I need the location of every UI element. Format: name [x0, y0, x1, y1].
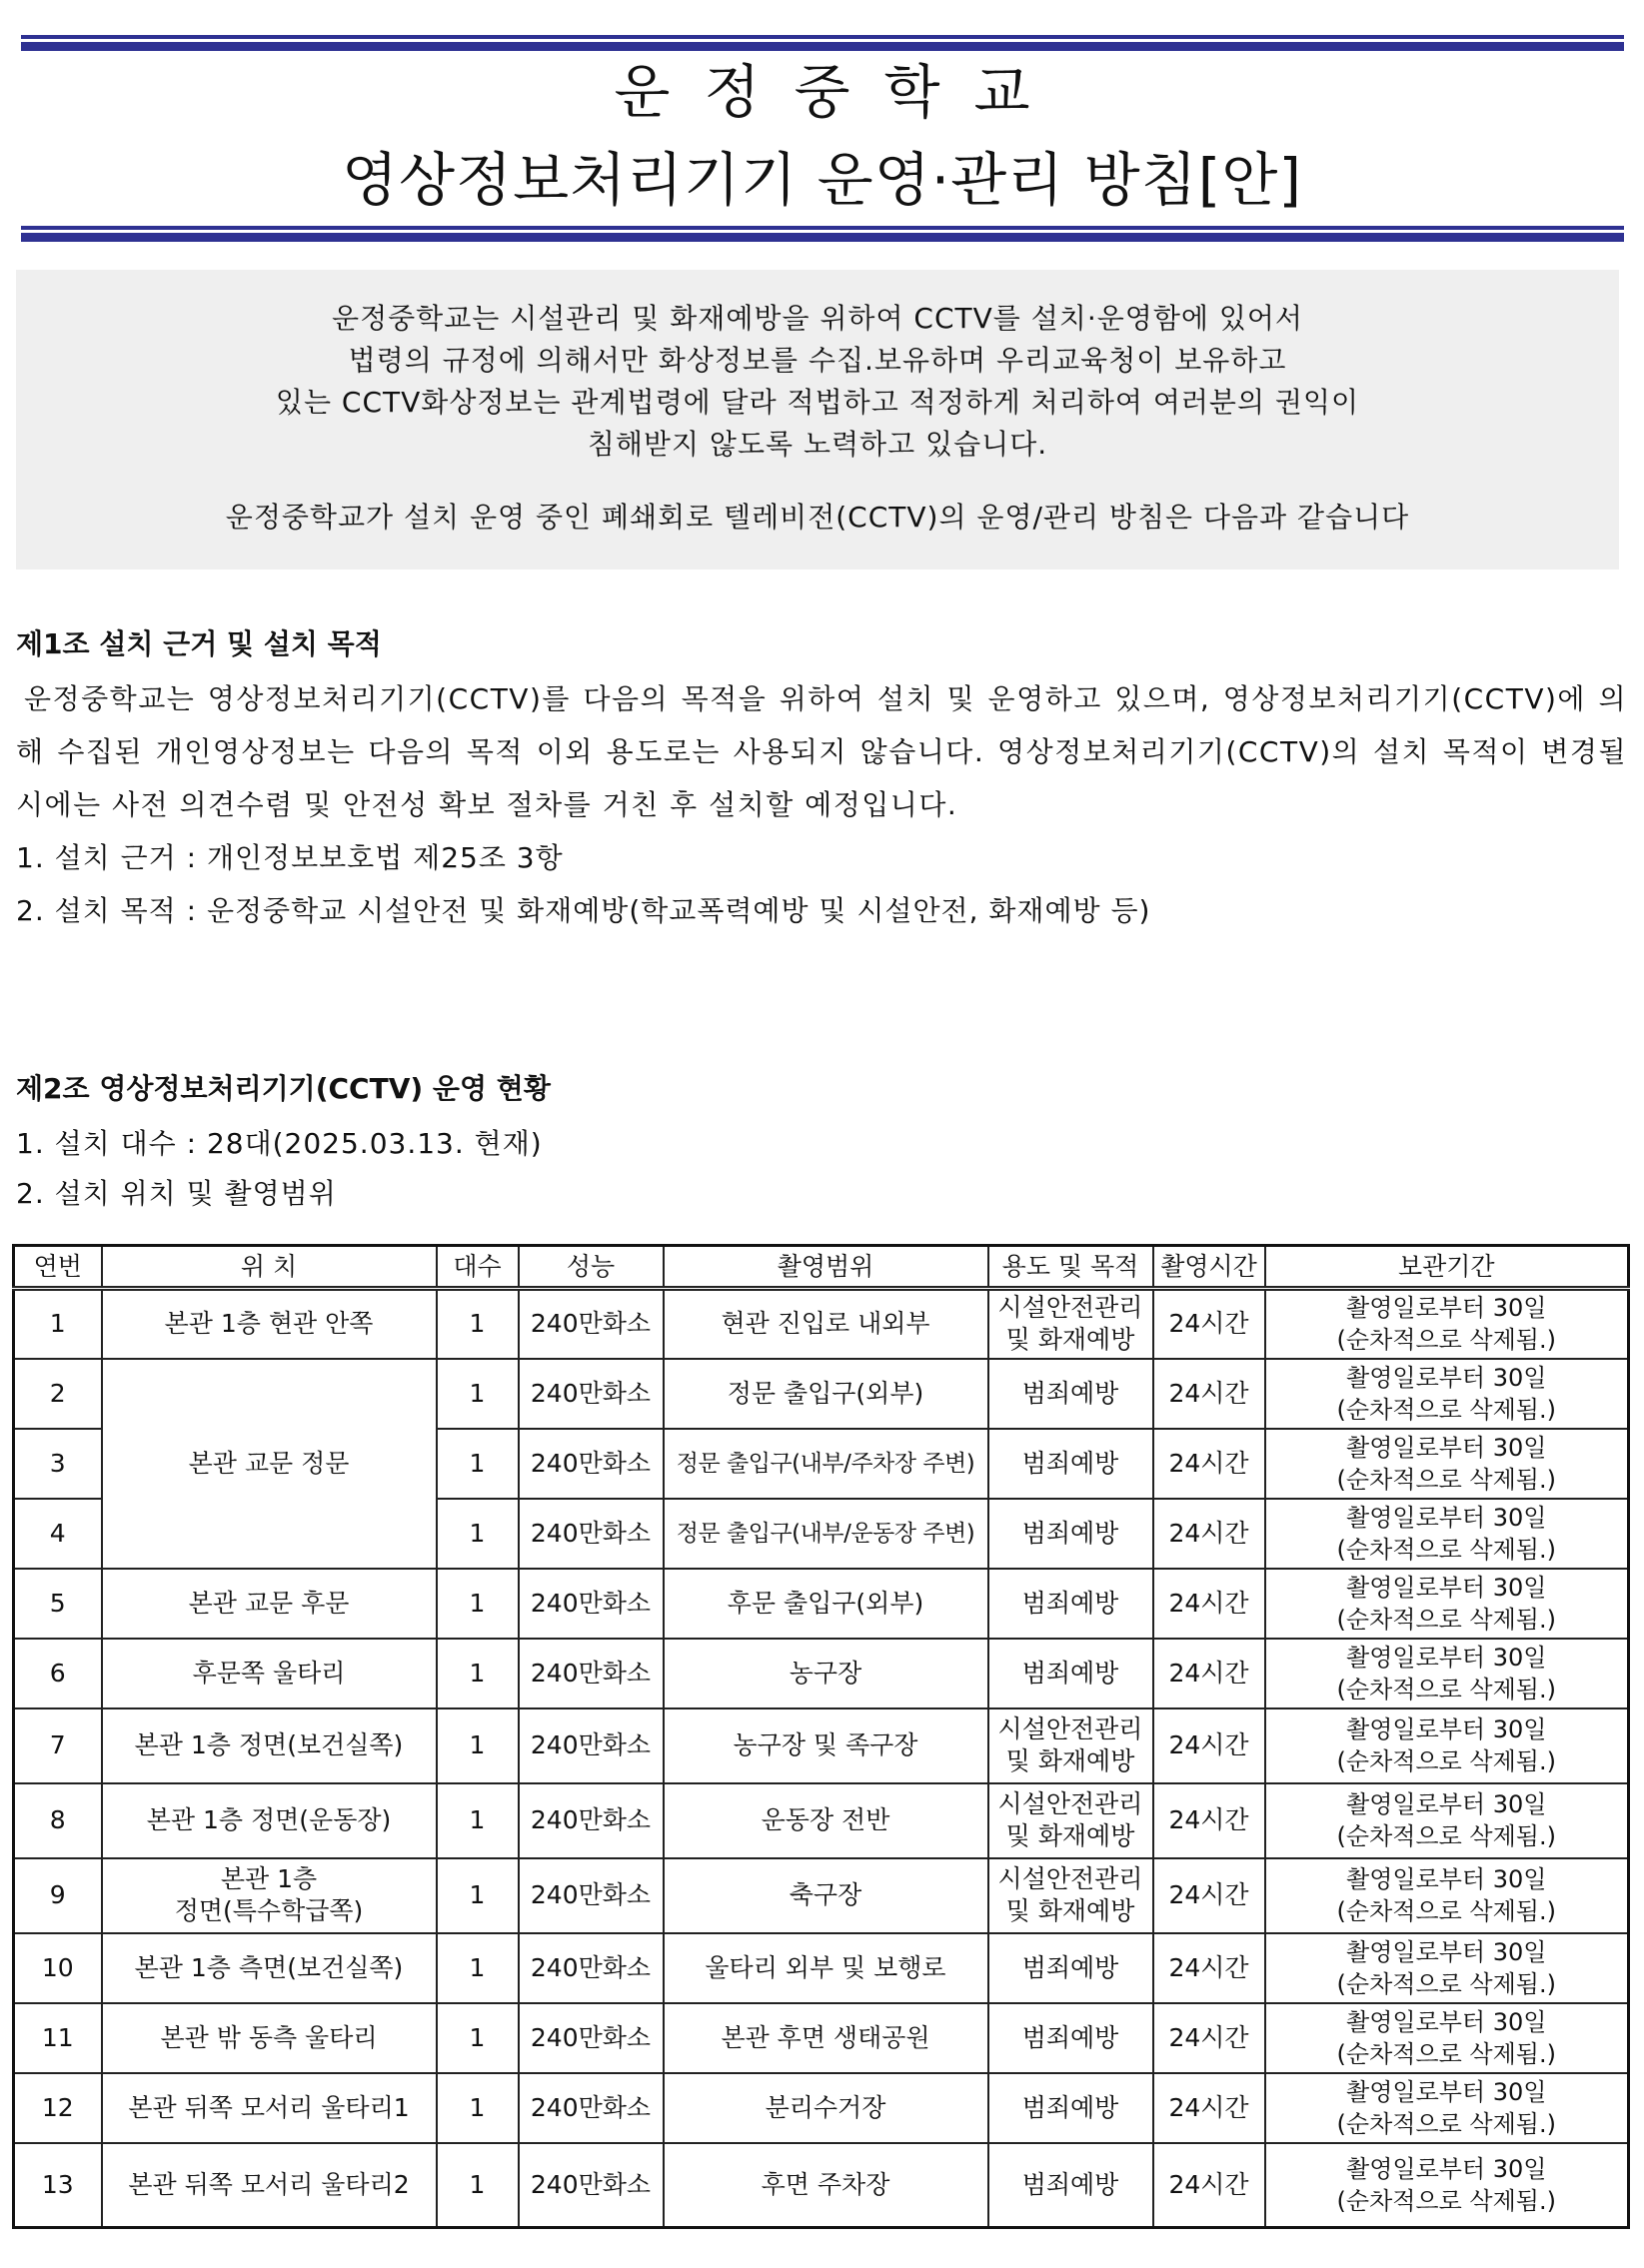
table-row	[14, 1708, 1629, 1783]
cell-spec: 240만화소	[519, 1933, 664, 2003]
cell-count: 1	[437, 1708, 519, 1783]
cell-purpose: 범죄예방	[988, 1569, 1153, 1639]
article-2-item: 2. 설치 위치 및 촬영범위	[16, 1177, 337, 1210]
cell-spec: 240만화소	[519, 2073, 664, 2143]
cell-location: 본관 교문 후문	[102, 1569, 437, 1639]
intro-paragraph-2: 운정중학교가 설치 운영 중인 폐쇄회로 텔레비전(CCTV)의 운영/관리 방침은 다음과 같습니다	[225, 501, 1410, 534]
article-1	[16, 624, 1627, 937]
cell-retention	[1265, 2003, 1629, 2073]
retention-line: (순차적으로 삭제됨.)	[1336, 1675, 1556, 1703]
article-1-item: 1. 설치 근거 : 개인정보보호법 제25조 3항	[16, 841, 564, 874]
cell-retention	[1265, 1429, 1629, 1499]
cell-spec: 240만화소	[519, 2003, 664, 2073]
retention-line: 촬영일로부터 30일	[1346, 1363, 1547, 1392]
intro-paragraph-1	[16, 298, 1619, 466]
article-2-item: 1. 설치 대수 : 28대(2025.03.13. 현재)	[16, 1127, 543, 1160]
cell-hours: 24시간	[1153, 1783, 1265, 1858]
cell-hours: 24시간	[1153, 2003, 1265, 2073]
article-2-heading: 제2조 영상정보처리기기(CCTV) 운영 현황	[16, 1072, 551, 1105]
cell-hours: 24시간	[1153, 1429, 1265, 1499]
article-2	[16, 1069, 1627, 1219]
intro-line: 법령의 규정에 의해서만 화상정보를 수집.보유하며 우리교육청이 보유하고	[348, 344, 1287, 377]
retention-line: 촬영일로부터 30일	[1346, 1790, 1547, 1818]
cell-spec: 240만화소	[519, 1858, 664, 1933]
cell-range: 분리수거장	[664, 2073, 988, 2143]
cell-retention	[1265, 1359, 1629, 1429]
cell-hours: 24시간	[1153, 2143, 1265, 2228]
cell-count: 1	[437, 2073, 519, 2143]
cell-range: 축구장	[664, 1858, 988, 1933]
article-1-heading: 제1조 설치 근거 및 설치 목적	[16, 627, 382, 660]
table-row	[14, 1933, 1629, 2003]
cell-count: 1	[437, 1639, 519, 1708]
article-1-item: 2. 설치 목적 : 운정중학교 시설안전 및 화재예방(학교폭력예방 및 시설안전, 화재예방 등)	[16, 894, 1151, 927]
retention-line: (순차적으로 삭제됨.)	[1336, 1395, 1556, 1424]
intro-notice-box	[16, 270, 1619, 569]
cell-purpose	[988, 1708, 1153, 1783]
cell-no: 5	[14, 1569, 102, 1639]
cell-no: 9	[14, 1858, 102, 1933]
cell-purpose: 범죄예방	[988, 2073, 1153, 2143]
cell-spec: 240만화소	[519, 1429, 664, 1499]
col-header-location: 위 치	[102, 1246, 437, 1289]
cell-retention	[1265, 1933, 1629, 2003]
cell-count: 1	[437, 1429, 519, 1499]
table-header-row	[14, 1246, 1629, 1289]
col-header-hours: 촬영시간	[1153, 1246, 1265, 1289]
policy-title: 영상정보처리기기 운영·관리 방침[안]	[342, 146, 1302, 214]
location-line: 정면(특수학급쪽)	[174, 1896, 364, 1925]
purpose-line: 및 화재예방	[1005, 1896, 1135, 1925]
cell-range: 정문 출입구(내부/주차장 주변)	[664, 1429, 988, 1499]
cell-retention	[1265, 1499, 1629, 1569]
cell-count: 1	[437, 2003, 519, 2073]
retention-line: 촬영일로부터 30일	[1346, 1503, 1547, 1532]
retention-line: (순차적으로 삭제됨.)	[1336, 1822, 1556, 1850]
cell-retention	[1265, 1783, 1629, 1858]
article-1-body: 운정중학교는 영상정보처리기기(CCTV)를 다음의 목적을 위하여 설치 및 운영하고 있으며, 영상정보처리기기(CCTV)에 의해 수집된 개인영상정보는 다음의 목적 이외 용도로는 사용되지 않습니다. 영상정보처리기기(CCTV)의 설치 목적이 변경될 시에는 사전 의견수렴 및 안전성 확보 절차를 거친 후 설치할 예정입니다.	[16, 682, 1627, 821]
intro-line: 침해받지 않도록 노력하고 있습니다.	[587, 428, 1048, 461]
cell-spec: 240만화소	[519, 1289, 664, 1359]
cell-range: 본관 후면 생태공원	[664, 2003, 988, 2073]
cell-count: 1	[437, 1499, 519, 1569]
col-header-spec: 성능	[519, 1246, 664, 1289]
cell-location: 본관 1층 정면(운동장)	[102, 1783, 437, 1858]
cell-count: 1	[437, 1933, 519, 2003]
cell-retention	[1265, 1569, 1629, 1639]
cell-spec: 240만화소	[519, 1783, 664, 1858]
cell-spec: 240만화소	[519, 1569, 664, 1639]
cell-purpose: 범죄예방	[988, 1499, 1153, 1569]
cell-range: 농구장 및 족구장	[664, 1708, 988, 1783]
cell-no: 1	[14, 1289, 102, 1359]
cell-purpose: 범죄예방	[988, 2003, 1153, 2073]
retention-line: (순차적으로 삭제됨.)	[1336, 1747, 1556, 1775]
retention-line: (순차적으로 삭제됨.)	[1336, 1897, 1556, 1925]
col-header-count: 대수	[437, 1246, 519, 1289]
cell-hours: 24시간	[1153, 1359, 1265, 1429]
purpose-line: 및 화재예방	[1005, 1821, 1135, 1850]
cell-no: 11	[14, 2003, 102, 2073]
cell-count: 1	[437, 1783, 519, 1858]
table-row	[14, 1639, 1629, 1708]
cell-count: 1	[437, 1359, 519, 1429]
cell-location: 본관 1층 측면(보건실쪽)	[102, 1933, 437, 2003]
retention-line: (순차적으로 삭제됨.)	[1336, 1605, 1556, 1634]
cell-no: 13	[14, 2143, 102, 2228]
purpose-line: 시설안전관리	[997, 1714, 1143, 1743]
cell-no: 10	[14, 1933, 102, 2003]
cell-retention	[1265, 1289, 1629, 1359]
cell-hours: 24시간	[1153, 2073, 1265, 2143]
cell-hours: 24시간	[1153, 1499, 1265, 1569]
cell-no: 4	[14, 1499, 102, 1569]
col-header-purpose: 용도 및 목적	[988, 1246, 1153, 1289]
table-row	[14, 1569, 1629, 1639]
cell-range: 현관 진입로 내외부	[664, 1289, 988, 1359]
cell-hours: 24시간	[1153, 1858, 1265, 1933]
cell-hours: 24시간	[1153, 1639, 1265, 1708]
retention-line: 촬영일로부터 30일	[1346, 1937, 1547, 1966]
cell-purpose: 범죄예방	[988, 1429, 1153, 1499]
cell-count: 1	[437, 2143, 519, 2228]
cell-location: 본관 뒤쪽 모서리 울타리2	[102, 2143, 437, 2228]
cell-no: 3	[14, 1429, 102, 1499]
cell-retention	[1265, 2143, 1629, 2228]
cell-purpose: 범죄예방	[988, 1359, 1153, 1429]
cell-purpose	[988, 1289, 1153, 1359]
purpose-line: 시설안전관리	[997, 1789, 1143, 1818]
cell-spec: 240만화소	[519, 2143, 664, 2228]
cell-spec: 240만화소	[519, 1639, 664, 1708]
cell-no: 12	[14, 2073, 102, 2143]
table-row	[14, 1289, 1629, 1359]
cell-range: 정문 출입구(외부)	[664, 1359, 988, 1429]
cell-hours: 24시간	[1153, 1569, 1265, 1639]
header-top-rule	[21, 35, 1624, 51]
retention-line: 촬영일로부터 30일	[1346, 2154, 1547, 2183]
cctv-installation-table	[12, 1244, 1630, 2229]
col-header-no: 연번	[14, 1246, 102, 1289]
retention-line: (순차적으로 삭제됨.)	[1336, 2186, 1556, 2215]
purpose-line: 시설안전관리	[997, 1864, 1143, 1893]
cell-location: 본관 1층 현관 안쪽	[102, 1289, 437, 1359]
cell-location: 본관 교문 정문	[102, 1359, 437, 1569]
retention-line: 촬영일로부터 30일	[1346, 1715, 1547, 1743]
purpose-line: 및 화재예방	[1005, 1746, 1135, 1775]
retention-line: (순차적으로 삭제됨.)	[1336, 1969, 1556, 1998]
cell-retention	[1265, 1639, 1629, 1708]
col-header-range: 촬영범위	[664, 1246, 988, 1289]
retention-line: (순차적으로 삭제됨.)	[1336, 2039, 1556, 2068]
cell-range: 후문 출입구(외부)	[664, 1569, 988, 1639]
cell-location	[102, 1858, 437, 1933]
table-row	[14, 1858, 1629, 1933]
header-bottom-rule	[21, 226, 1624, 242]
retention-line: 촬영일로부터 30일	[1346, 2077, 1547, 2106]
table-row	[14, 1783, 1629, 1858]
cell-count: 1	[437, 1858, 519, 1933]
cell-retention	[1265, 1708, 1629, 1783]
purpose-line: 시설안전관리	[997, 1293, 1143, 1323]
cell-count: 1	[437, 1569, 519, 1639]
cell-purpose: 범죄예방	[988, 1933, 1153, 2003]
table-row	[14, 2073, 1629, 2143]
cell-purpose	[988, 1858, 1153, 1933]
cell-range: 운동장 전반	[664, 1783, 988, 1858]
cell-purpose: 범죄예방	[988, 2143, 1153, 2228]
cell-spec: 240만화소	[519, 1499, 664, 1569]
retention-line: 촬영일로부터 30일	[1346, 1433, 1547, 1462]
retention-line: 촬영일로부터 30일	[1346, 1294, 1547, 1323]
cell-spec: 240만화소	[519, 1359, 664, 1429]
cell-hours: 24시간	[1153, 1708, 1265, 1783]
cell-purpose	[988, 1783, 1153, 1858]
cell-no: 7	[14, 1708, 102, 1783]
intro-line: 운정중학교는 시설관리 및 화재예방을 위하여 CCTV를 설치·운영함에 있어서	[332, 302, 1303, 335]
table-row	[14, 2003, 1629, 2073]
retention-line: (순차적으로 삭제됨.)	[1336, 1535, 1556, 1564]
retention-line: 촬영일로부터 30일	[1346, 1643, 1547, 1672]
retention-line: (순차적으로 삭제됨.)	[1336, 1326, 1556, 1355]
cell-no: 8	[14, 1783, 102, 1858]
cell-retention	[1265, 1858, 1629, 1933]
retention-line: (순차적으로 삭제됨.)	[1336, 1465, 1556, 1494]
cell-count: 1	[437, 1289, 519, 1359]
retention-line: (순차적으로 삭제됨.)	[1336, 2109, 1556, 2138]
cell-no: 2	[14, 1359, 102, 1429]
cell-range: 울타리 외부 및 보행로	[664, 1933, 988, 2003]
cell-retention	[1265, 2073, 1629, 2143]
purpose-line: 및 화재예방	[1005, 1325, 1135, 1355]
cell-location: 후문쪽 울타리	[102, 1639, 437, 1708]
retention-line: 촬영일로부터 30일	[1346, 2007, 1547, 2036]
cell-range: 농구장	[664, 1639, 988, 1708]
location-line: 본관 1층	[220, 1864, 318, 1893]
table-row	[14, 2143, 1629, 2228]
table-row	[14, 1359, 1629, 1429]
cell-range: 후면 주차장	[664, 2143, 988, 2228]
intro-line: 있는 CCTV화상정보는 관계법령에 달라 적법하고 적정하게 처리하여 여러분의 권익이	[275, 386, 1360, 419]
cell-spec: 240만화소	[519, 1708, 664, 1783]
retention-line: 촬영일로부터 30일	[1346, 1865, 1547, 1893]
cell-hours: 24시간	[1153, 1289, 1265, 1359]
cell-no: 6	[14, 1639, 102, 1708]
cell-range: 정문 출입구(내부/운동장 주변)	[664, 1499, 988, 1569]
cell-location: 본관 뒤쪽 모서리 울타리1	[102, 2073, 437, 2143]
cell-location: 본관 밖 동측 울타리	[102, 2003, 437, 2073]
retention-line: 촬영일로부터 30일	[1346, 1573, 1547, 1602]
col-header-retention: 보관기간	[1265, 1246, 1629, 1289]
school-name-title: 운정중학교	[614, 58, 1064, 126]
cell-purpose: 범죄예방	[988, 1639, 1153, 1708]
cell-hours: 24시간	[1153, 1933, 1265, 2003]
cell-location: 본관 1층 정면(보건실쪽)	[102, 1708, 437, 1783]
